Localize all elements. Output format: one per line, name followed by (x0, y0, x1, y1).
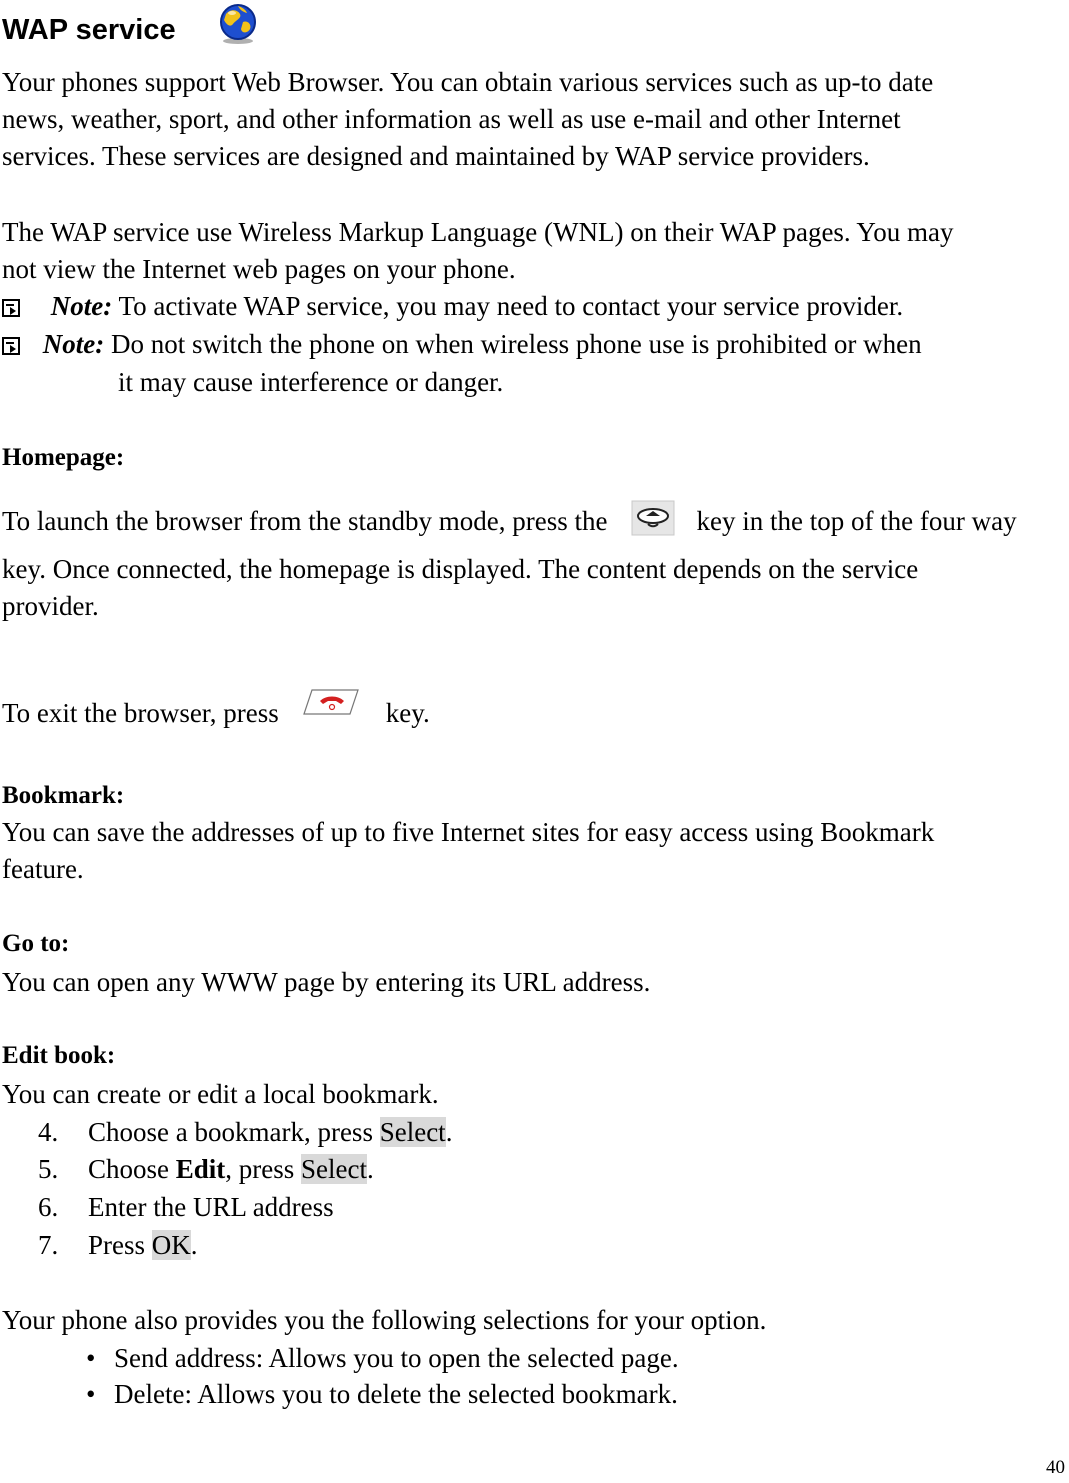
options-intro: Your phone also provides you the following selections for your option. (2, 1305, 767, 1335)
exit-line: To exit the browser, press key. (2, 686, 430, 732)
note-arrow-icon (2, 337, 20, 355)
goto-heading: Go to: (2, 930, 70, 957)
bullet-dot: • (86, 1343, 96, 1373)
end-call-key-icon (300, 686, 362, 720)
editbook-heading: Edit book: (2, 1042, 116, 1069)
note-arrow-icon (2, 299, 20, 317)
bookmark-heading: Bookmark: (2, 782, 125, 809)
page-title: WAP service (2, 14, 176, 46)
goto-line: You can open any WWW page by entering its URL address. (2, 967, 651, 997)
note-1: Note: To activate WAP service, you may need to contact your service provider. (2, 288, 903, 325)
intro-line-2: news, weather, sport, and other information as well as use e-mail and other Internet (2, 104, 901, 134)
step-5: 5. Choose Edit, press Select. (38, 1154, 374, 1184)
intro-line-5: not view the Internet web pages on your phone. (2, 254, 516, 284)
navigation-key-icon (631, 500, 675, 536)
homepage-line-3: provider. (2, 591, 99, 621)
editbook-line: You can create or edit a local bookmark. (2, 1079, 439, 1109)
bullet-send-address: • Send address: Allows you to open the selected page. (86, 1340, 679, 1377)
note-2: Note: Do not switch the phone on when wireless phone use is prohibited or when (2, 326, 922, 363)
step-7: 7. Press OK. (38, 1230, 198, 1260)
bookmark-line-1: You can save the addresses of up to five Internet sites for easy access using Bookmark (2, 817, 935, 847)
intro-line-4: The WAP service use Wireless Markup Language (WNL) on their WAP pages. You may (2, 217, 954, 247)
bullet-delete: • Delete: Allows you to delete the selected bookmark. (86, 1376, 678, 1413)
intro-line-1: Your phones support Web Browser. You can obtain various services such as up-to date (2, 67, 934, 97)
note-2-continuation: it may cause interference or danger. (118, 367, 504, 397)
globe-icon (216, 2, 260, 44)
step-6: 6. Enter the URL address (38, 1192, 334, 1222)
homepage-line-1: To launch the browser from the standby mode, press the key in the top of the four way (2, 500, 1017, 540)
page-number: 40 (1046, 1457, 1065, 1478)
step-4: 4. Choose a bookmark, press Select. (38, 1117, 453, 1147)
homepage-heading: Homepage: (2, 444, 125, 471)
bullet-dot: • (86, 1379, 96, 1409)
bookmark-line-2: feature. (2, 854, 84, 884)
homepage-line-2: key. Once connected, the homepage is displayed. The content depends on the service (2, 554, 919, 584)
intro-line-3: services. These services are designed and maintained by WAP service providers. (2, 141, 870, 171)
